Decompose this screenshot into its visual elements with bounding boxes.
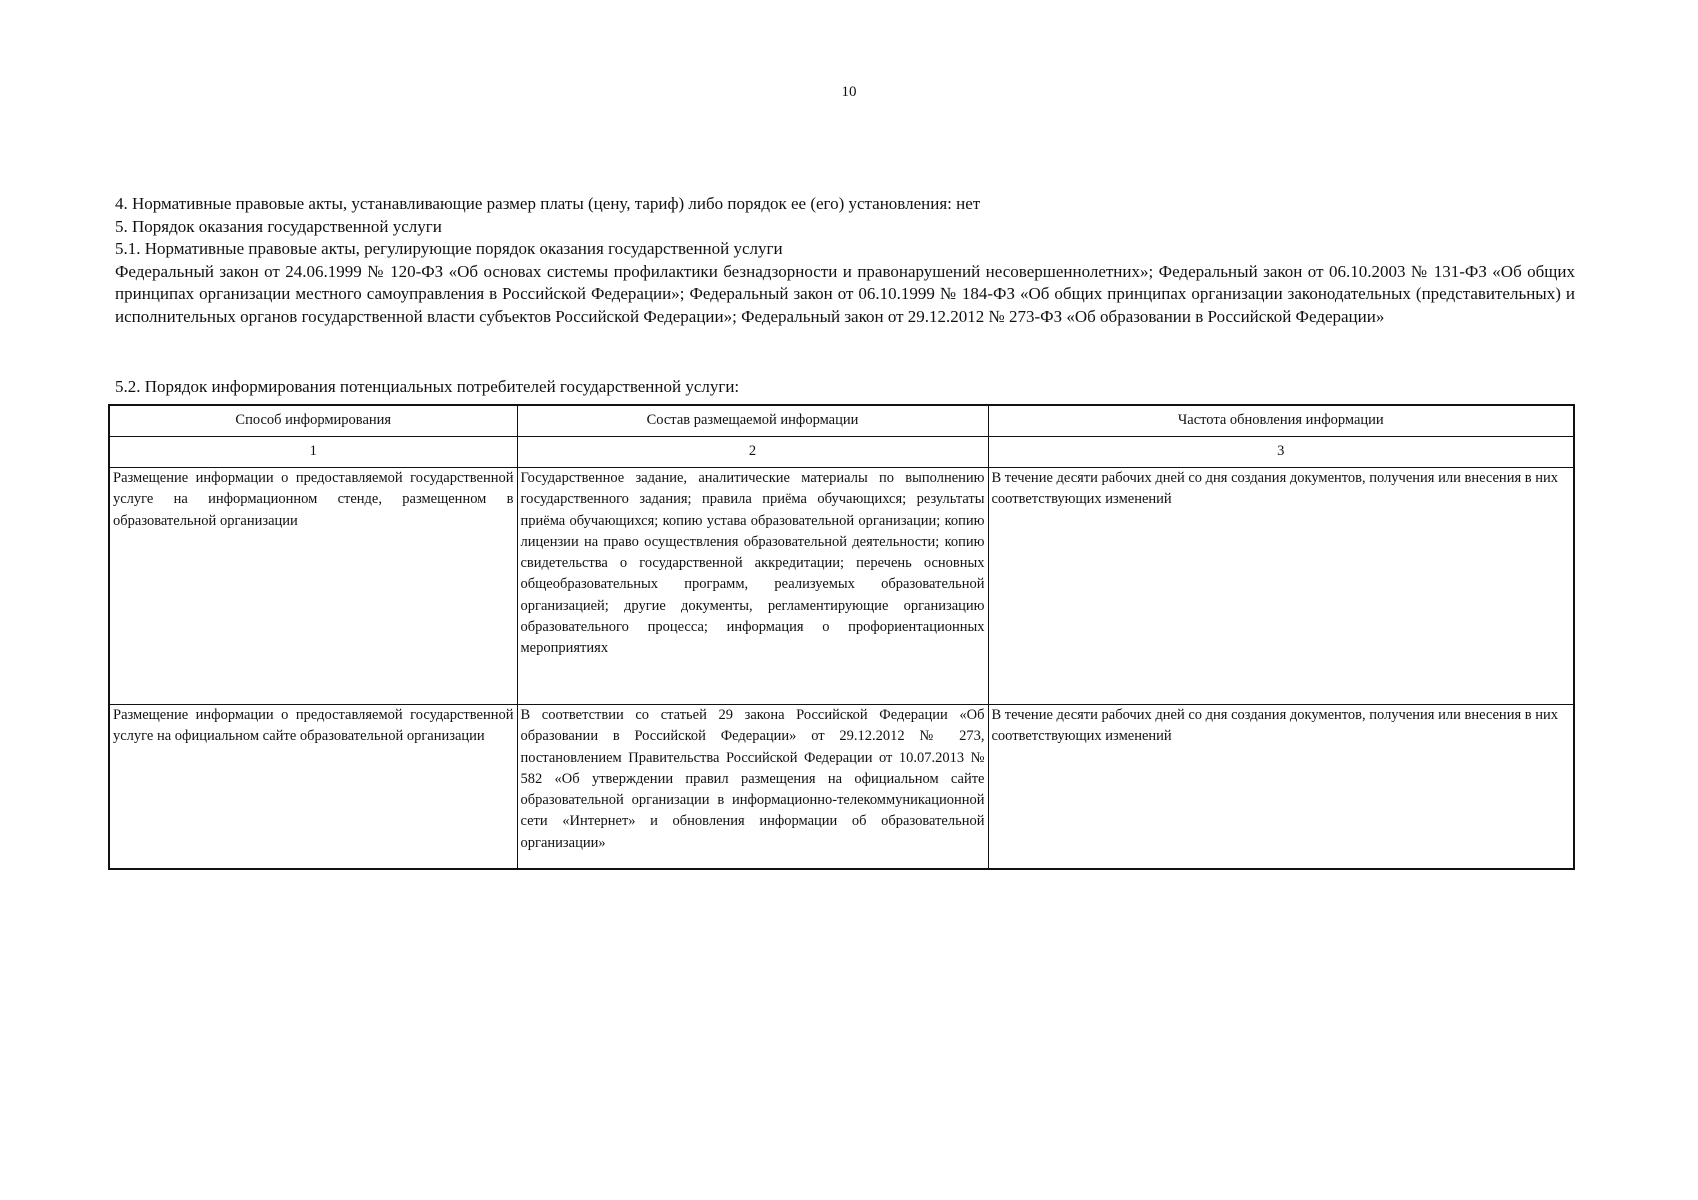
document-body: [115, 193, 1575, 328]
section-5-1-heading: 5.1. Нормативные правовые акты, регулирующие порядок оказания государственной услуги: [115, 239, 783, 258]
section-5-2-heading: 5.2. Порядок информирования потенциальных потребителей государственной услуги:: [115, 377, 740, 396]
cell-content: Государственное задание, аналитические материалы по выполнению государственного задания; правила приёма обучающихся; результаты приёма обучающихся; копию устава образовательной организации; копию лицензии на право осуществления образовательной деятельности; копию свидетельства о государственной аккредитации; перечень основных общеобразовательных программ, реализуемых образовательной организацией; другие документы, регламентирующие организацию образовательного процесса; информация о профориентационных мероприятиях: [517, 468, 988, 705]
table-row: [109, 705, 1574, 870]
section-5-1-laws: Федеральный закон от 24.06.1999 № 120-ФЗ «Об основах системы профилактики безнадзорности и правонарушений несовершеннолетних»; Федеральный закон от 06.10.2003 № 131-ФЗ «Об общих принципах организации местного самоуправления в Российской Федерации»; Федеральный закон от 06.10.1999 № 184-ФЗ «Об общих принципах организации законодательных (представительных) и исполнительных органов государственной власти субъектов Российской Федерации»; Федеральный закон от 29.12.2012 № 273-ФЗ «Об образовании в Российской Федерации»: [115, 261, 1575, 326]
header-method: Способ информирования: [109, 405, 517, 437]
cell-method: Размещение информации о предоставляемой государственной услуге на информационном стенде, размещенном в образовательной организации: [109, 468, 517, 705]
column-number: 3: [988, 437, 1574, 468]
informing-table: [108, 404, 1575, 870]
cell-frequency: В течение десяти рабочих дней со дня создания документов, получения или внесения в них соответствующих изменений: [988, 468, 1574, 705]
section-5-heading: 5. Порядок оказания государственной услуги: [115, 216, 442, 236]
column-number: 2: [517, 437, 988, 468]
header-content: Состав размещаемой информации: [517, 405, 988, 437]
cell-frequency: В течение десяти рабочих дней со дня создания документов, получения или внесения в них соответствующих изменений: [988, 705, 1574, 870]
column-number-row: [109, 437, 1574, 468]
table-header-row: [109, 405, 1574, 437]
section-4-fees: 4. Нормативные правовые акты, устанавливающие размер платы (цену, тариф) либо порядок ее (его) установления: нет: [115, 194, 981, 213]
cell-content: В соответствии со статьей 29 закона Российской Федерации «Об образовании в Российской Федерации» от 29.12.2012 № 273, постановлением Правительства Российской Федерации от 10.07.2013 № 582 «Об утверждении правил размещения на официальном сайте образовательной организации в информационно-телекоммуникационной сети «Интернет» и обновления информации об образовательной организации»: [517, 705, 988, 870]
table-row: [109, 468, 1574, 705]
page-number: 10: [841, 84, 857, 100]
cell-method: Размещение информации о предоставляемой государственной услуге на официальном сайте образовательной организации: [109, 705, 517, 870]
column-number: 1: [109, 437, 517, 468]
header-frequency: Частота обновления информации: [988, 405, 1574, 437]
